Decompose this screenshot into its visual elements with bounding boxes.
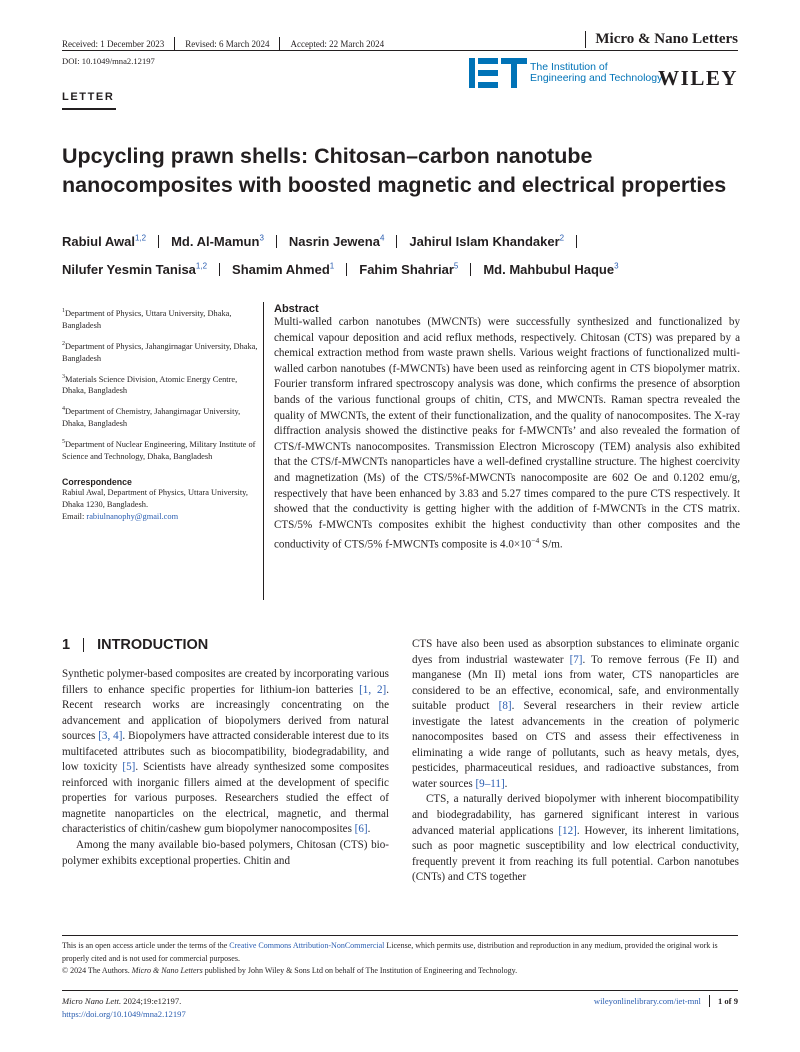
affiliation: $^2$Department of Physics, Jahangirnagar University, Dhaka, Bangladesh <box>62 340 258 363</box>
divider <box>279 37 280 50</box>
author-line-2 <box>62 254 752 281</box>
divider <box>585 31 586 48</box>
journal-title: Micro & Nano Letters <box>595 31 738 47</box>
affiliation: $^5$Department of Nuclear Engineering, Military Institute of Science and Technology, Dhaka, Bangladesh <box>62 439 256 461</box>
reference-link[interactable]: [8] <box>498 700 512 713</box>
page-number: 1 of 9 <box>717 996 738 1006</box>
affiliation: $^4$Department of Chemistry, Jahangirnagar University, Dhaka, Bangladesh <box>62 406 241 429</box>
affiliations <box>62 305 262 523</box>
author-name[interactable]: Jahirul Islam Khandaker$^2$ <box>409 234 565 250</box>
article-title <box>62 142 742 200</box>
affiliation: $^3$Materials Science Division, Atomic Energy Centre, Dhaka, Bangladesh <box>62 373 238 396</box>
section-number: 1 <box>62 637 71 653</box>
divider <box>709 995 710 1007</box>
iet-logo <box>469 58 662 88</box>
doi-text: DOI: 10.1049/mna2.12197 <box>62 56 155 66</box>
received-date: Received: 1 December 2023 <box>62 38 165 49</box>
divider <box>470 263 471 276</box>
reference-link[interactable]: [12] <box>558 824 577 837</box>
author-list <box>62 227 752 282</box>
author-name[interactable]: Md. Al-Mamun$^3$ <box>171 234 264 250</box>
paragraph: Among the many available bio-based polymers, Chitosan (CTS) bio-polymer exhibits exceptional properties. Chitin and <box>62 839 389 867</box>
divider <box>276 235 277 248</box>
title-line-1: Upcycling prawn shells: Chitosan–carbon nanotube <box>62 144 593 168</box>
copyright-text: © 2024 The Authors. Micro & Nano Letters published by John Wiley & Sons Ltd on behalf of The Institution of Engineering and Technology. <box>62 966 518 975</box>
divider <box>576 235 577 248</box>
section-heading <box>62 637 208 653</box>
article-type-label: LETTER <box>62 91 115 103</box>
accepted-date: Accepted: 22 March 2024 <box>290 38 385 49</box>
reference-link[interactable]: [1, 2] <box>359 683 387 696</box>
affiliation: $^1$Department of Physics, Uttara University, Dhaka, Bangladesh <box>62 308 232 330</box>
correspondence-text: Rabiul Awal, Department of Physics, Uttara University, Dhaka 1230, Bangladesh. <box>62 487 248 509</box>
abstract <box>274 303 740 554</box>
author-name[interactable]: Nasrin Jewena$^4$ <box>288 234 385 250</box>
correspondence-email: Email: rabiulnanophy@gmail.com <box>62 511 179 521</box>
citation-text: Micro Nano Lett. 2024;19:e12197. <box>62 996 182 1006</box>
reference-link[interactable]: [3, 4] <box>98 730 123 743</box>
correspondence-block <box>62 487 262 523</box>
wiley-logo: WILEY <box>658 66 738 90</box>
license-link[interactable]: Creative Commons Attribution-NonCommercial <box>229 941 385 950</box>
citation <box>62 995 186 1021</box>
article-dates <box>62 37 384 50</box>
journal-site-link[interactable]: wileyonlinelibrary.com/iet-mnl <box>593 996 701 1006</box>
reference-link[interactable]: [7] <box>569 653 583 666</box>
divider <box>174 37 175 50</box>
author-name[interactable]: Nilufer Yesmin Tanisa$^{1,2}$ <box>62 261 208 277</box>
bottom-rule <box>62 990 738 991</box>
page-footer-right <box>594 995 738 1007</box>
title-line-2: nanocomposites with boosted magnetic and electrical properties <box>62 173 727 197</box>
abstract-heading: Abstract <box>274 303 319 315</box>
abstract-divider <box>263 302 264 600</box>
body-column-left <box>62 667 389 869</box>
author-name[interactable]: Fahim Shahriar$^5$ <box>359 261 459 277</box>
author-line-1 <box>62 227 752 254</box>
correspondence-heading: Correspondence <box>62 476 132 487</box>
author-name[interactable]: Md. Mahbubul Haque$^3$ <box>483 261 619 277</box>
iet-text-line1: The Institution of <box>530 61 608 73</box>
reference-link[interactable]: [5] <box>122 761 136 774</box>
abstract-body: Multi-walled carbon nanotubes (MWCNTs) were successfully synthesized and functionalized by chemical vapour deposition and acid reflux methods, respectively. Chitosan (CTS) was prepared by a chemical extraction method from waste prawn shells. Various weight fractions of functionalized multi-walled carbon nanotubes (f-MWCNTs) have been used as reinforcing agent in CTS biopolymer matrix. Fourier transform infrared spectroscopy analysis was done, which confirms the presence of absorption bands of the various functional groups of chitin, CTS, and MWCNTs. Raman spectra revealed the quality of MWCNTs, the extent of their functionalization, and the quality of nanocomposites. The X-ray diffraction analysis showed the distinctive peaks for f-MWCNTs’ and also revealed the formation of CTS/f-MWCNTs nanocomposites. Transmission Electron Microscopy (TEM) analysis also exhibited that the CTS/f-MWCNTs nanoparticles have a well-defined crystalline structure. The highest coercivity and magnetization (Ms) of the CTS/5%f-MWCNTs nanocomposite are 602 Oe and 0.1202 emu/g, respectively that have been enhanced by 3.83 and 5.27 times compared to the pure CTS respectively. It showed that the conductivity is getting higher with the addition of f-MWCNTs in the CTS matrix. CTS/5% f-MWCNTs composites exhibit the highest conductivity than other composites and the conductivity of CTS/5% f-MWCNTs composite is $4.0\times 10^{-4}$ S/m. <box>274 316 740 551</box>
divider <box>396 235 397 248</box>
license-text: This is an open access article under the terms of the Creative Commons Attribution-NonCommercial License, which permits use, distribution and reproduction in any medium, provided the original work is properly cited and is not used for commercial purposes. <box>62 941 718 963</box>
paragraph: CTS have also been used as absorption substances to eliminate organic dyes from industrial wastewater [7]. To remove ferrous (Fe II) and manganese (Mn II) metal ions from water, CTS nanoparticles are considered to be an effective, economical, safe, and environmentally suitable product [8]. Several researchers in their review article investigate the latest advancements in the creation of polymeric nanocomposites based on CTS and assess their effectiveness in eliminating a wide range of pollutants, such as heavy metals, dyes, pesticides, pharmaceutical residues, and radioactive substances, from water sources [9–11]. <box>412 638 739 790</box>
reference-link[interactable]: [9–11] <box>475 777 505 790</box>
paragraph: Synthetic polymer-based composites are created by incorporating various fillers to enhance specific properties for lithium-ion batteries [1, 2]. Recent research works are increasingly concentrating on the advancement and application of biopolymers derived from natural sources [3, 4]. Biopolymers have attracted considerable interest due to its multifaceted attributes such as biocompatibility, biodegradability, and low toxicity [5]. Scientists have already synthesized some composites reinforced with inorganic fillers aimed at the development of specific properties for various purposes. Researchers studied the effect of magnetite nanoparticles on the electrical, magnetic, and thermal characteristics of chitin/cashew gum biopolymer nanocomposites [6]. <box>62 668 390 836</box>
license-notice <box>62 940 742 978</box>
journal-name <box>585 31 738 48</box>
author-name[interactable]: Rabiul Awal$^{1,2}$ <box>62 234 147 250</box>
reference-link[interactable]: [6] <box>354 823 368 836</box>
footer-rule <box>62 935 738 936</box>
body-column-right <box>412 637 739 886</box>
divider <box>346 263 347 276</box>
iet-text-line2: Engineering and Technology <box>530 72 663 84</box>
divider <box>158 235 159 248</box>
header-rule <box>62 50 738 51</box>
paragraph: CTS, a naturally derived biopolymer with inherent biocompatibility and biodegradability, has garnered significant interest in various advanced material applications [12]. However, its inherent limitations, such as poor magnetic susceptibility and low electrical conductivity, frequently prevent it from reaching its full potential. Carbon nanotubes (CNTs) and CTS together <box>412 793 739 884</box>
author-name[interactable]: Shamim Ahmed$^1$ <box>232 261 335 277</box>
article-type-rule <box>62 108 116 110</box>
iet-logo-icon <box>469 58 527 88</box>
doi-link[interactable]: https://doi.org/10.1049/mna2.12197 <box>62 1009 186 1019</box>
section-title: INTRODUCTION <box>97 637 209 653</box>
revised-date: Revised: 6 March 2024 <box>185 38 270 49</box>
divider <box>83 638 84 652</box>
divider <box>219 263 220 276</box>
email-link[interactable]: rabiulnanophy@gmail.com <box>86 511 179 521</box>
iet-institution-name <box>530 62 662 84</box>
